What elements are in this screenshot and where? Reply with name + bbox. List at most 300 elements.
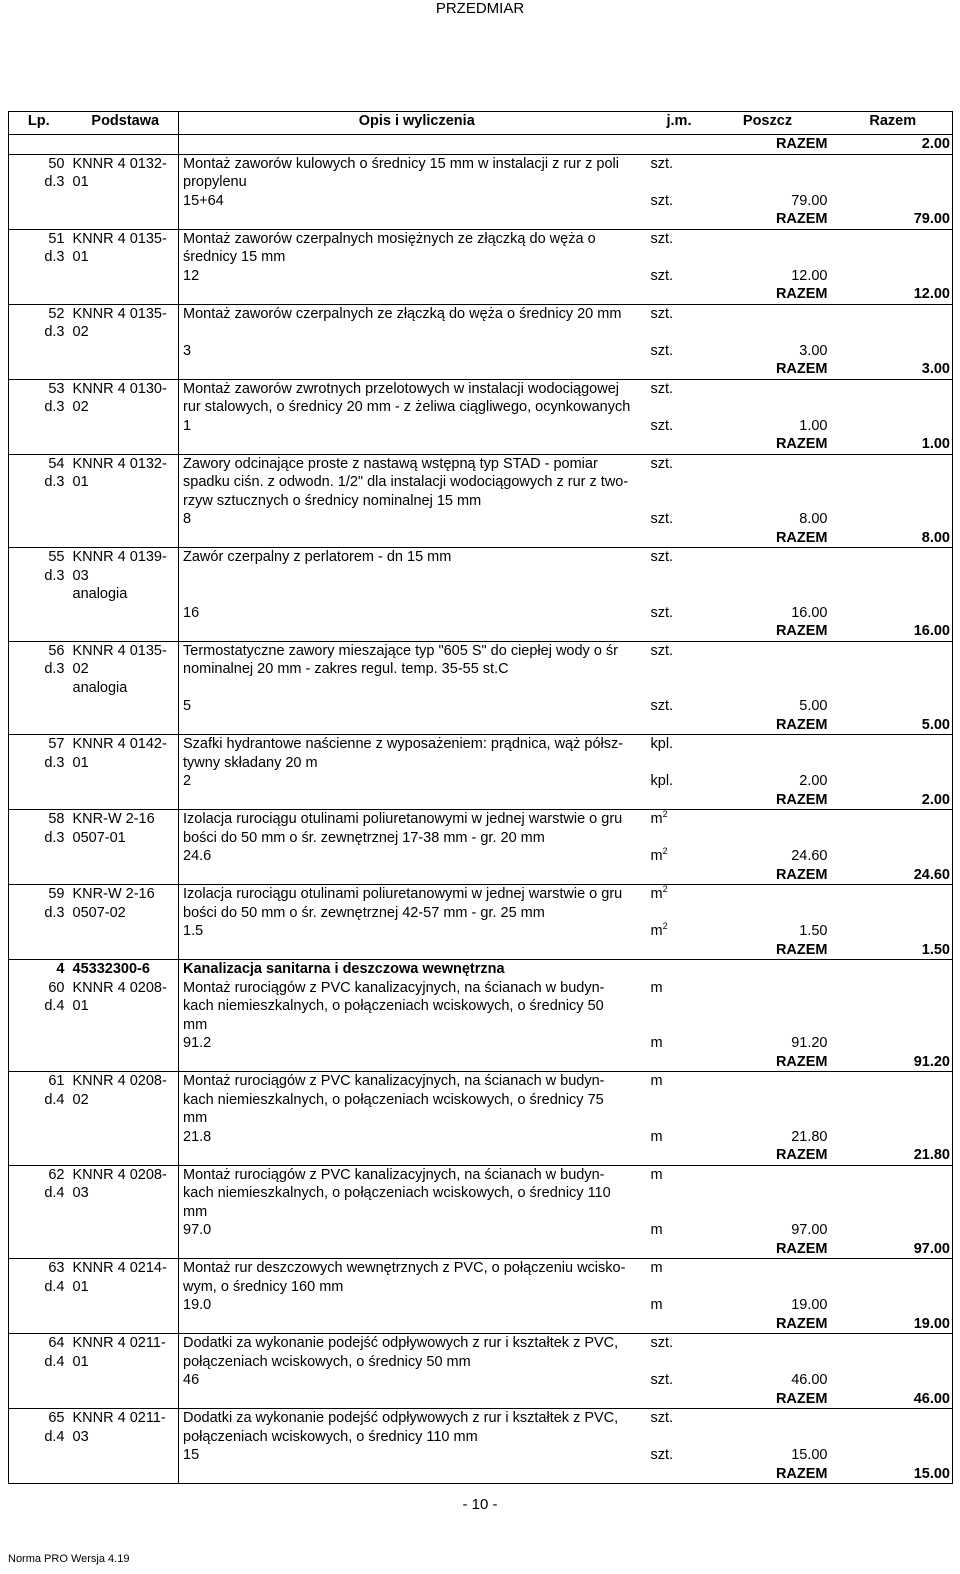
unit-text: szt. [650,230,674,247]
unit-text: szt. [650,604,674,621]
position-basis: KNNR 4 0135- [72,642,167,659]
razem-value: 15.00 [836,1465,953,1484]
position-description: Montaż zaworów zwrotnych przelotowych w instalacji wodociągowej [179,379,651,398]
header-podstawa: Podstawa [69,112,179,135]
position-basis: analogia [72,679,128,696]
position-line [9,1072,953,1091]
position-unit [651,979,708,998]
unit-exponent: 2 [662,809,668,820]
razem-row [9,1465,953,1484]
calculation-formula: 21.8 [179,1128,651,1147]
razem-label: RAZEM [708,210,836,229]
razem-row [9,1315,953,1334]
unit-text: m [650,1222,663,1238]
calculation-formula: 5 [179,697,651,716]
unit-text: m [650,1166,663,1183]
calculation-unit [651,847,708,866]
razem-value: 3.00 [836,360,953,379]
position-line [9,492,953,511]
position-line [9,679,953,698]
position-unit [651,810,708,829]
position-line [9,1165,953,1184]
unit-text: m [650,923,663,939]
position-line [9,304,953,323]
position-number: 62 [9,1165,69,1184]
calculation-row [9,1128,953,1147]
unit-text: m [650,848,663,864]
unit-text: szt. [650,1447,674,1463]
position-line [9,979,953,998]
position-line [9,229,953,248]
unit-text: m [650,979,663,996]
razem-label: RAZEM [708,941,836,960]
position-basis: 02 [72,661,89,677]
unit-text: szt. [650,305,674,322]
position-line [9,398,953,417]
position-description: Izolacja rurociągu otulinami poliuretanowymi w jednej warstwie o gru [179,885,651,904]
position-unit [651,1165,708,1184]
top-razem-row [9,135,953,155]
unit-text: m [650,886,663,902]
position-number: d.3 [9,323,69,342]
position-basis: 03 [72,1428,89,1445]
position-line [9,473,953,492]
unit-text: szt. [650,511,674,527]
position-line [9,379,953,398]
calculation-value: 5.00 [799,698,828,714]
position-number: d.4 [9,1428,69,1447]
position-description: tywny składany 20 m [179,754,651,773]
razem-label: RAZEM [708,716,836,735]
position-line [9,1409,953,1428]
razem-value: 46.00 [836,1390,953,1409]
position-description: spadku ciśn. z odwodn. 1/2" dla instalacji wodociągowych z rur z two- [179,473,651,492]
unit-text: m [650,1073,663,1089]
position-line [9,1428,953,1447]
calculation-unit [651,1034,708,1053]
position-line [9,754,953,773]
razem-label: RAZEM [708,435,836,454]
razem-label: RAZEM [708,1053,836,1072]
razem-value: 16.00 [836,622,953,641]
table-header [9,112,953,135]
position-description: Montaż rurociągów z PVC kanalizacyjnych, na ścianach w budyn- [179,1165,651,1184]
position-number: 51 [9,229,69,248]
razem-row [9,1240,953,1259]
razem-label: RAZEM [708,529,836,548]
calculation-unit [651,1446,708,1465]
position-description: Zawór czerpalny z perlatorem - dn 15 mm [179,548,651,567]
page-number: - 10 - [462,1496,498,1513]
position-line [9,997,953,1016]
calculation-row [9,1221,953,1240]
position-number: d.3 [9,173,69,192]
calculation-unit [651,342,708,361]
unit-text: szt. [650,698,674,714]
calculation-formula: 3 [179,342,651,361]
razem-value: 24.60 [836,866,953,885]
position-basis: 03 [72,1185,89,1201]
position-unit [651,735,708,754]
calculation-row [9,922,953,941]
position-line [9,567,953,586]
position-number: d.3 [9,398,69,417]
position-description: rzyw sztucznych o średnicy nominalnej 15 mm [179,492,651,511]
position-line [9,1203,953,1222]
position-basis: analogia [72,586,128,602]
position-unit [651,1334,708,1353]
razem-label: RAZEM [708,1146,836,1165]
header-jm: j.m. [651,112,708,135]
razem-label: RAZEM [708,285,836,304]
calculation-unit [651,604,708,623]
razem-row [9,1146,953,1165]
razem-value: 5.00 [836,716,953,735]
calculation-value: 15.00 [791,1447,828,1463]
position-unit [651,379,708,398]
razem-value: 21.80 [836,1146,953,1165]
position-description: Zawory odcinające proste z nastawą wstępną typ STAD - pomiar [179,454,651,473]
calculation-formula: 46 [179,1371,651,1390]
position-unit [651,304,708,323]
position-line [9,1353,953,1372]
calculation-value: 8.00 [799,511,828,527]
unit-text: szt. [650,342,674,359]
position-number: d.3 [9,473,69,492]
position-description: mm [179,1203,651,1222]
position-description: Dodatki za wykonanie podejść odpływowych z rur i kształtek z PVC, [179,1409,651,1428]
unit-exponent: 2 [662,847,668,857]
razem-row [9,941,953,960]
position-number: 65 [9,1409,69,1428]
position-line [9,1259,953,1278]
razem-row [9,1053,953,1072]
calculation-formula: 91.2 [179,1034,651,1053]
calculation-formula: 16 [179,604,651,623]
position-number: 53 [9,379,69,398]
calculation-unit [651,1128,708,1147]
section-title: Kanalizacja sanitarna i deszczowa wewnętrzna [179,960,651,979]
position-number: 58 [9,810,69,829]
razem-row [9,360,953,379]
position-line [9,904,953,923]
calculation-row [9,267,953,286]
position-line [9,829,953,848]
unit-text: m [650,1128,663,1145]
position-unit [651,548,708,567]
position-number: d.4 [9,997,69,1016]
razem-row [9,285,953,304]
position-description: mm [179,1109,651,1128]
position-number: d.4 [9,1184,69,1203]
position-description: połączeniach wciskowych, o średnicy 110 mm [179,1428,651,1447]
position-description: kach niemieszkalnych, o połączeniach wciskowych, o średnicy 110 [179,1184,651,1203]
calculation-formula: 2 [179,772,651,791]
unit-text: m [650,1297,663,1313]
calculation-row [9,1446,953,1465]
position-line [9,735,953,754]
position-basis: KNNR 4 0211- [72,1335,166,1351]
position-unit [651,1259,708,1278]
position-number: 64 [9,1334,69,1353]
position-basis: 01 [72,174,89,190]
position-description: Dodatki za wykonanie podejść odpływowych z rur i kształtek z PVC, [179,1334,651,1353]
header-opis: Opis i wyliczenia [179,112,651,135]
calculation-formula: 24.6 [179,847,651,866]
position-basis: KNR-W 2-16 [72,811,155,827]
position-number: 59 [9,885,69,904]
position-basis: 01 [72,1278,89,1295]
position-description: wym, o średnicy 160 mm [179,1278,651,1297]
section-number: 4 [9,960,69,979]
calculation-unit [651,417,708,436]
position-basis: KNNR 4 0132- [72,155,167,172]
calculation-value: 46.00 [791,1372,828,1388]
razem-value: 8.00 [836,529,953,548]
unit-text: szt. [650,1372,674,1388]
calculation-value: 2.00 [799,773,828,789]
position-basis: KNNR 4 0208- [72,979,167,996]
calculation-value: 79.00 [791,192,828,209]
footer-version: Norma PRO Wersja 4.19 [8,1553,130,1565]
unit-text: szt. [650,155,674,172]
calculation-unit [651,697,708,716]
position-description: połączeniach wciskowych, o średnicy 50 mm [179,1353,651,1372]
calculation-row [9,510,953,529]
position-basis: KNNR 4 0135- [72,305,167,322]
position-number: d.4 [9,1278,69,1297]
position-line [9,248,953,267]
position-line [9,154,953,173]
calculation-unit [651,510,708,529]
position-description: bości do 50 mm o śr. zewnętrznej 42-57 mm - gr. 25 mm [179,904,651,923]
razem-value: 12.00 [836,285,953,304]
calculation-row [9,847,953,866]
position-line [9,660,953,679]
calculation-row [9,192,953,211]
position-number: 54 [9,454,69,473]
position-description: Montaż zaworów czerpalnych mosiężnych ze złączką do węża o [179,229,651,248]
position-description [179,567,651,586]
position-number: d.3 [9,829,69,848]
unit-text: szt. [650,1410,674,1426]
calculation-unit [651,1296,708,1315]
unit-text: szt. [650,455,674,472]
razem-label: RAZEM [708,1390,836,1409]
calculation-value: 16.00 [791,604,828,621]
calculation-value: 3.00 [799,342,828,359]
razem-value: 91.20 [836,1053,953,1072]
position-line [9,1109,953,1128]
position-line [9,173,953,192]
position-description [179,585,651,604]
position-line [9,548,953,567]
position-basis: KNNR 4 0208- [72,1073,167,1089]
razem-row [9,622,953,641]
position-unit [651,885,708,904]
calculation-row [9,1034,953,1053]
razem-label: RAZEM [708,1240,836,1259]
position-basis: 0507-02 [72,904,126,921]
position-unit [651,1072,708,1091]
unit-text: szt. [650,192,674,209]
calculation-row [9,697,953,716]
position-number: 50 [9,154,69,173]
position-line [9,641,953,660]
razem-label: RAZEM [708,622,836,641]
calculation-formula: 15 [179,1446,651,1465]
header-poszcz: Poszcz [708,112,836,135]
position-number: d.3 [9,248,69,267]
calculation-row [9,417,953,436]
position-unit [651,154,708,173]
position-line [9,1091,953,1110]
unit-text: szt. [650,380,674,397]
position-basis: KNNR 4 0132- [72,455,167,472]
position-number: d.3 [9,904,69,923]
razem-label: RAZEM [708,791,836,810]
position-line [9,454,953,473]
calculation-value: 12.00 [791,267,828,284]
position-basis: 01 [72,754,89,771]
position-description: Montaż rur deszczowych wewnętrznych z PVC, o połączeniu wcisko- [179,1259,651,1278]
unit-text: szt. [650,1335,674,1351]
position-description: Izolacja rurociągu otulinami poliuretanowymi w jednej warstwie o gru [179,810,651,829]
calculation-value: 21.80 [791,1128,828,1145]
position-number: 55 [9,548,69,567]
razem-value: 1.50 [836,941,953,960]
position-number: d.3 [9,660,69,679]
calculation-value: 24.60 [791,848,828,864]
position-line [9,1334,953,1353]
position-unit [651,641,708,660]
calculation-unit [651,192,708,211]
calculation-row [9,1296,953,1315]
razem-row [9,791,953,810]
position-number: d.4 [9,1353,69,1372]
position-number: 56 [9,641,69,660]
position-basis: 01 [72,1353,89,1370]
calculation-row [9,342,953,361]
position-description: Szafki hydrantowe naścienne z wyposażeniem: prądnica, wąż półsz- [179,735,651,754]
position-basis: 02 [72,399,89,415]
calculation-formula: 97.0 [179,1221,651,1240]
position-number: 57 [9,735,69,754]
position-description [179,323,651,342]
calculation-formula: 15+64 [179,192,651,211]
calculation-unit [651,1371,708,1390]
razem-row [9,529,953,548]
position-basis: KNNR 4 0214- [72,1260,167,1276]
razem-label: RAZEM [708,360,836,379]
unit-text: kpl. [650,773,674,789]
calculation-formula: 12 [179,267,651,286]
position-number: 61 [9,1072,69,1091]
position-description: Termostatyczne zawory mieszające typ "605 S" do ciepłej wody o śr [179,641,651,660]
position-basis: 02 [72,324,89,340]
position-basis: KNNR 4 0208- [72,1166,167,1183]
position-line [9,810,953,829]
position-basis: 03 [72,567,89,584]
position-line [9,885,953,904]
position-basis: KNNR 4 0139- [72,549,167,565]
position-description: kach niemieszkalnych, o połączeniach wciskowych, o średnicy 50 [179,997,651,1016]
header-razem: Razem [836,112,953,135]
position-description: Montaż zaworów czerpalnych ze złączką do węża o średnicy 20 mm [179,304,651,323]
calculation-formula: 1.5 [179,922,651,941]
position-number: 52 [9,304,69,323]
razem-row [9,866,953,885]
unit-exponent: 2 [662,884,668,895]
position-basis: 01 [72,474,89,490]
position-basis: 01 [72,998,89,1014]
position-line [9,323,953,342]
position-basis: KNNR 4 0130- [72,380,167,397]
razem-row [9,716,953,735]
calculation-value: 19.00 [791,1297,828,1313]
position-basis: KNNR 4 0142- [72,736,167,752]
position-description: kach niemieszkalnych, o połączeniach wciskowych, o średnicy 75 [179,1091,651,1110]
position-number: d.4 [9,1091,69,1110]
position-unit [651,454,708,473]
position-basis: KNR-W 2-16 [72,886,155,902]
calculation-formula: 19.0 [179,1296,651,1315]
position-number: d.3 [9,754,69,773]
section-header [9,960,953,979]
calculation-value: 1.00 [799,417,828,434]
position-description: nominalnej 20 mm - zakres regul. temp. 35-55 st.C [179,660,651,679]
unit-text: szt. [650,417,674,434]
calculation-unit [651,1221,708,1240]
unit-text: m [650,1035,663,1051]
position-unit [651,1409,708,1428]
przedmiar-table [8,111,953,1484]
calculation-value: 91.20 [791,1035,828,1051]
razem-row [9,1390,953,1409]
calculation-formula: 1 [179,417,651,436]
razem-value: 2.00 [836,135,953,155]
position-description: bości do 50 mm o śr. zewnętrznej 17-38 mm - gr. 20 mm [179,829,651,848]
razem-value: 1.00 [836,435,953,454]
position-number: 60 [9,979,69,998]
unit-text: szt. [650,642,674,659]
position-basis: KNNR 4 0135- [72,230,167,247]
position-description [179,679,651,698]
page-title: PRZEDMIAR [435,0,525,17]
razem-label: RAZEM [708,135,836,155]
position-basis: 01 [72,249,89,265]
razem-row [9,210,953,229]
razem-value: 19.00 [836,1315,953,1334]
position-number: 63 [9,1259,69,1278]
position-line [9,1184,953,1203]
position-basis: 02 [72,1091,89,1108]
calculation-row [9,604,953,623]
unit-text: m [650,1260,663,1276]
header-lp: Lp. [9,112,69,135]
unit-text: kpl. [650,736,674,752]
unit-exponent: 2 [662,922,668,932]
position-basis: 0507-01 [72,829,126,846]
razem-label: RAZEM [708,866,836,885]
position-line [9,585,953,604]
razem-row [9,435,953,454]
razem-label: RAZEM [708,1465,836,1484]
position-unit [651,229,708,248]
razem-value: 97.00 [836,1240,953,1259]
position-line [9,1016,953,1035]
calculation-unit [651,922,708,941]
